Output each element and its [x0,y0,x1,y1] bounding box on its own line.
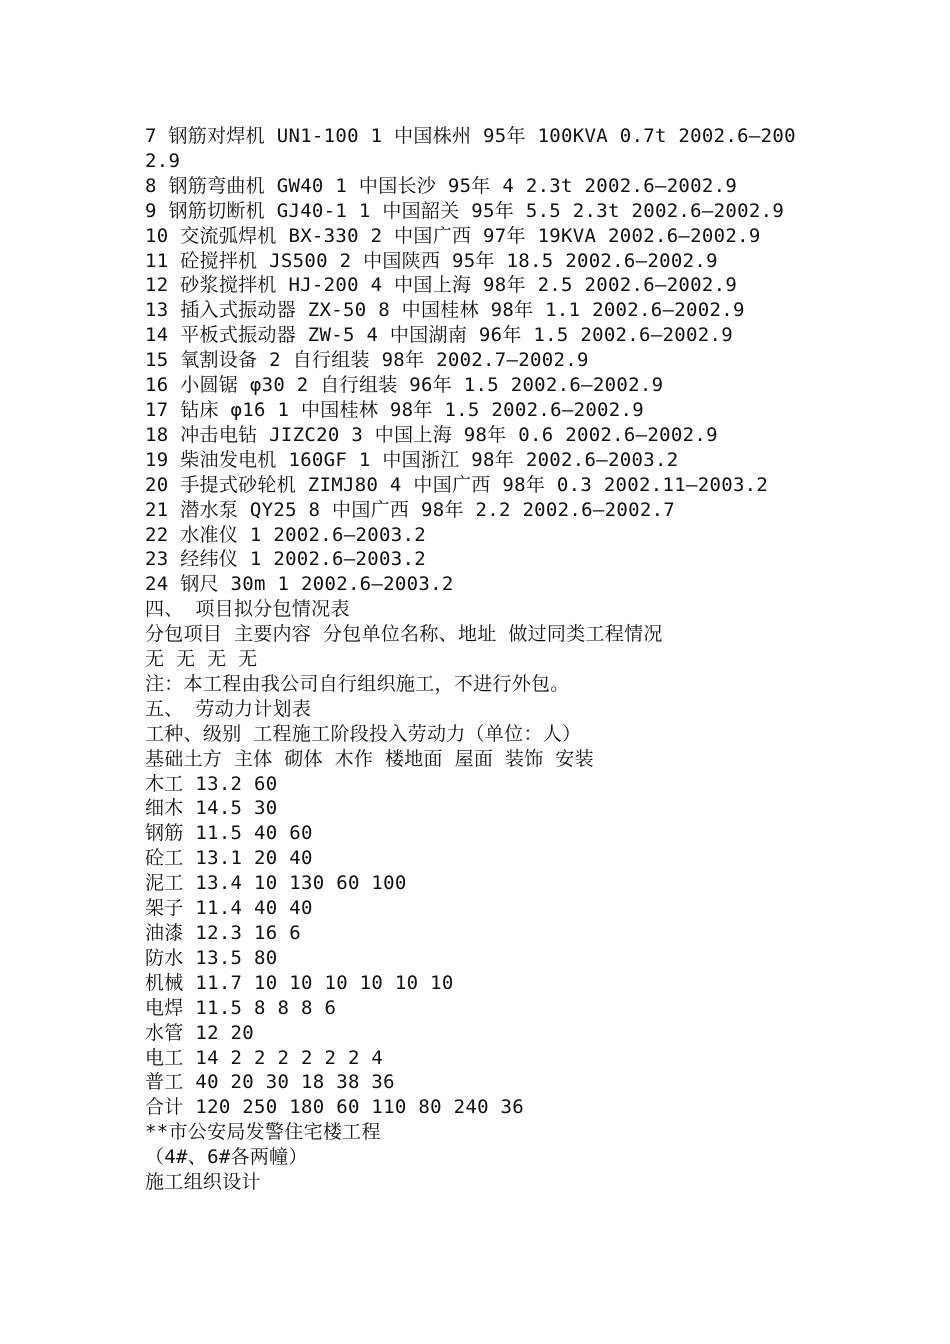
equipment-row: 21 潜水泵 QY25 8 中国广西 98年 2.2 2002.6—2002.7 [145,498,676,521]
building-note: （4#、6#各两幢） [145,1146,308,1169]
equipment-row: 8 钢筋弯曲机 GW40 1 中国长沙 95年 4 2.3t 2002.6—2002.9 [145,174,738,197]
table-header: 工种、级别 工程施工阶段投入劳动力（单位：人） [145,722,582,745]
equipment-row: 15 氧割设备 2 自行组装 98年 2002.7—2002.9 [145,349,589,372]
table-row: 无 无 无 无 [145,648,258,671]
table-row: 普工 40 20 30 18 38 36 [145,1071,395,1094]
table-row: 防水 13.5 80 [145,946,278,969]
table-row: 电焊 11.5 8 8 8 6 [145,996,337,1019]
table-row: 水管 12 20 [145,1021,255,1044]
equipment-row: 20 手提式砂轮机 ZIMJ80 4 中国广西 98年 0.3 2002.11—2003.2 [145,473,769,496]
table-header: 分包项目 主要内容 分包单位名称、地址 做过同类工程情况 [145,623,663,646]
footer-title-block [145,1120,815,1195]
table-row: 合计 120 250 180 60 110 80 240 36 [145,1096,525,1119]
document-title: 施工组织设计 [145,1171,261,1194]
table-row: 钢筋 11.5 40 60 [145,822,313,845]
equipment-row: 19 柴油发电机 160GF 1 中国浙江 98年 2002.6—2003.2 [145,448,679,471]
table-row: 油漆 12.3 16 6 [145,922,301,944]
equipment-row: 11 砼搅拌机 JS500 2 中国陕西 95年 18.5 2002.6—2002.9 [145,249,718,272]
equipment-row: 13 插入式振动器 ZX-50 8 中国桂林 98年 1.1 2002.6—2002.9 [145,299,745,322]
equipment-row: 24 钢尺 30m 1 2002.6—2003.2 [145,573,454,596]
table-row: 砼工 13.1 20 40 [145,847,313,870]
table-header: 基础土方 主体 砌体 木作 楼地面 屋面 装饰 安装 [145,747,594,770]
table-row: 机械 11.7 10 10 10 10 10 10 [145,971,454,994]
equipment-row: 14 平板式振动器 ZW-5 4 中国湖南 96年 1.5 2002.6—2002.9 [145,324,733,347]
table-row: 木工 13.2 60 [145,772,278,795]
section-heading: 五、 劳动力计划表 [145,697,312,720]
table-row: 电工 14 2 2 2 2 2 2 4 [145,1046,384,1069]
equipment-row: 23 经纬仪 1 2002.6—2003.2 [145,548,426,571]
equipment-row: 7 钢筋对焊机 UN1-100 1 中国株州 95年 100KVA 0.7t 2002.6—2002.9 [145,125,796,172]
note-text: 注：本工程由我公司自行组织施工，不进行外包。 [145,672,570,695]
document-body [145,124,815,1195]
equipment-row: 12 砂浆搅拌机 HJ-200 4 中国上海 98年 2.5 2002.6—2002.9 [145,274,738,297]
project-name: **市公安局发警住宅楼工程 [145,1121,381,1144]
section-heading: 四、 项目拟分包情况表 [145,598,350,621]
equipment-row: 9 钢筋切断机 GJ40-1 1 中国韶关 95年 5.5 2.3t 2002.6—2002.9 [145,199,785,222]
table-row: 细木 14.5 30 [145,797,278,820]
equipment-row: 22 水准仪 1 2002.6—2003.2 [145,523,426,546]
equipment-row: 16 小圆锯 φ30 2 自行组装 96年 1.5 2002.6—2002.9 [145,374,664,397]
equipment-list [145,124,815,597]
subcontract-section [145,597,815,697]
equipment-row: 10 交流弧焊机 BX-330 2 中国广西 97年 19KVA 2002.6—2002.9 [145,224,761,247]
table-row: 架子 11.4 40 40 [145,897,313,920]
equipment-row: 17 钻床 φ16 1 中国桂林 98年 1.5 2002.6—2002.9 [145,398,645,421]
equipment-row: 18 冲击电钻 JIZC20 3 中国上海 98年 0.6 2002.6—2002.9 [145,423,718,446]
labor-section [145,697,815,1120]
table-row: 泥工 13.4 10 130 60 100 [145,872,407,895]
